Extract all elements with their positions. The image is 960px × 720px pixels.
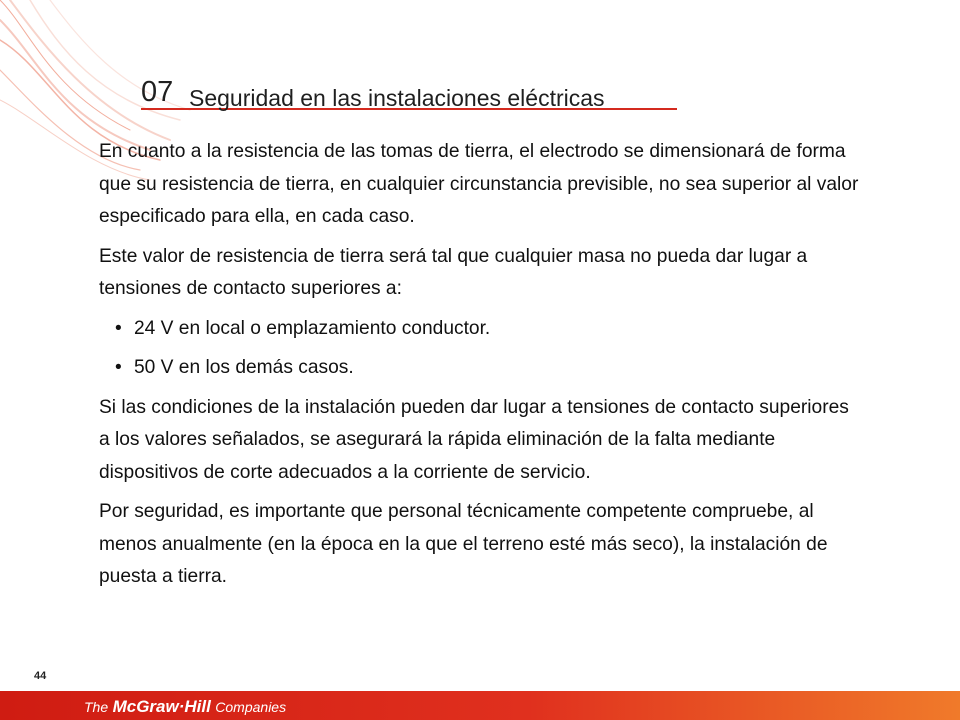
- logo-companies-text: Companies: [215, 699, 287, 715]
- paragraph: Si las condiciones de la instalación pueden dar lugar a tensiones de contacto superiores a los valores señalados, se asegurará la rápida eliminación de la falta mediante dispositivos de corte adecuados a la corriente de servicio.: [99, 396, 849, 483]
- slide-body: [99, 136, 859, 601]
- chapter-title: Seguridad en las instalaciones eléctricas: [189, 85, 605, 111]
- chapter-number: 07: [141, 76, 174, 108]
- bullet-item: [99, 352, 859, 385]
- bullet-icon: •: [115, 357, 122, 378]
- publisher-logo: [84, 697, 286, 717]
- page-number: 44: [34, 670, 47, 682]
- paragraph: Por seguridad, es importante que personal técnicamente competente compruebe, al menos anualmente (en la época en la que el terreno esté más seco), la instalación de puesta a tierra.: [99, 501, 828, 587]
- bullet-text: 24 V en local o emplazamiento conductor.: [134, 317, 491, 339]
- logo-the-text: The: [84, 699, 109, 715]
- paragraph: Este valor de resistencia de tierra será tal que cualquier masa no pueda dar lugar a tensiones de contacto superiores a:: [99, 245, 808, 299]
- footer-bar: [0, 691, 960, 720]
- bullet-item: [99, 313, 859, 346]
- bullet-icon: •: [115, 317, 122, 339]
- paragraph: En cuanto a la resistencia de las tomas de tierra, el electrodo se dimensionará de forma que su resistencia de tierra, en cualquier circunstancia previsible, no sea superior al valor especificado para ella, en cada caso.: [99, 141, 859, 227]
- slide-title-bar: [141, 74, 677, 110]
- logo-name-text: McGraw·Hill: [112, 697, 211, 716]
- bullet-text: 50 V en los demás casos.: [134, 357, 354, 378]
